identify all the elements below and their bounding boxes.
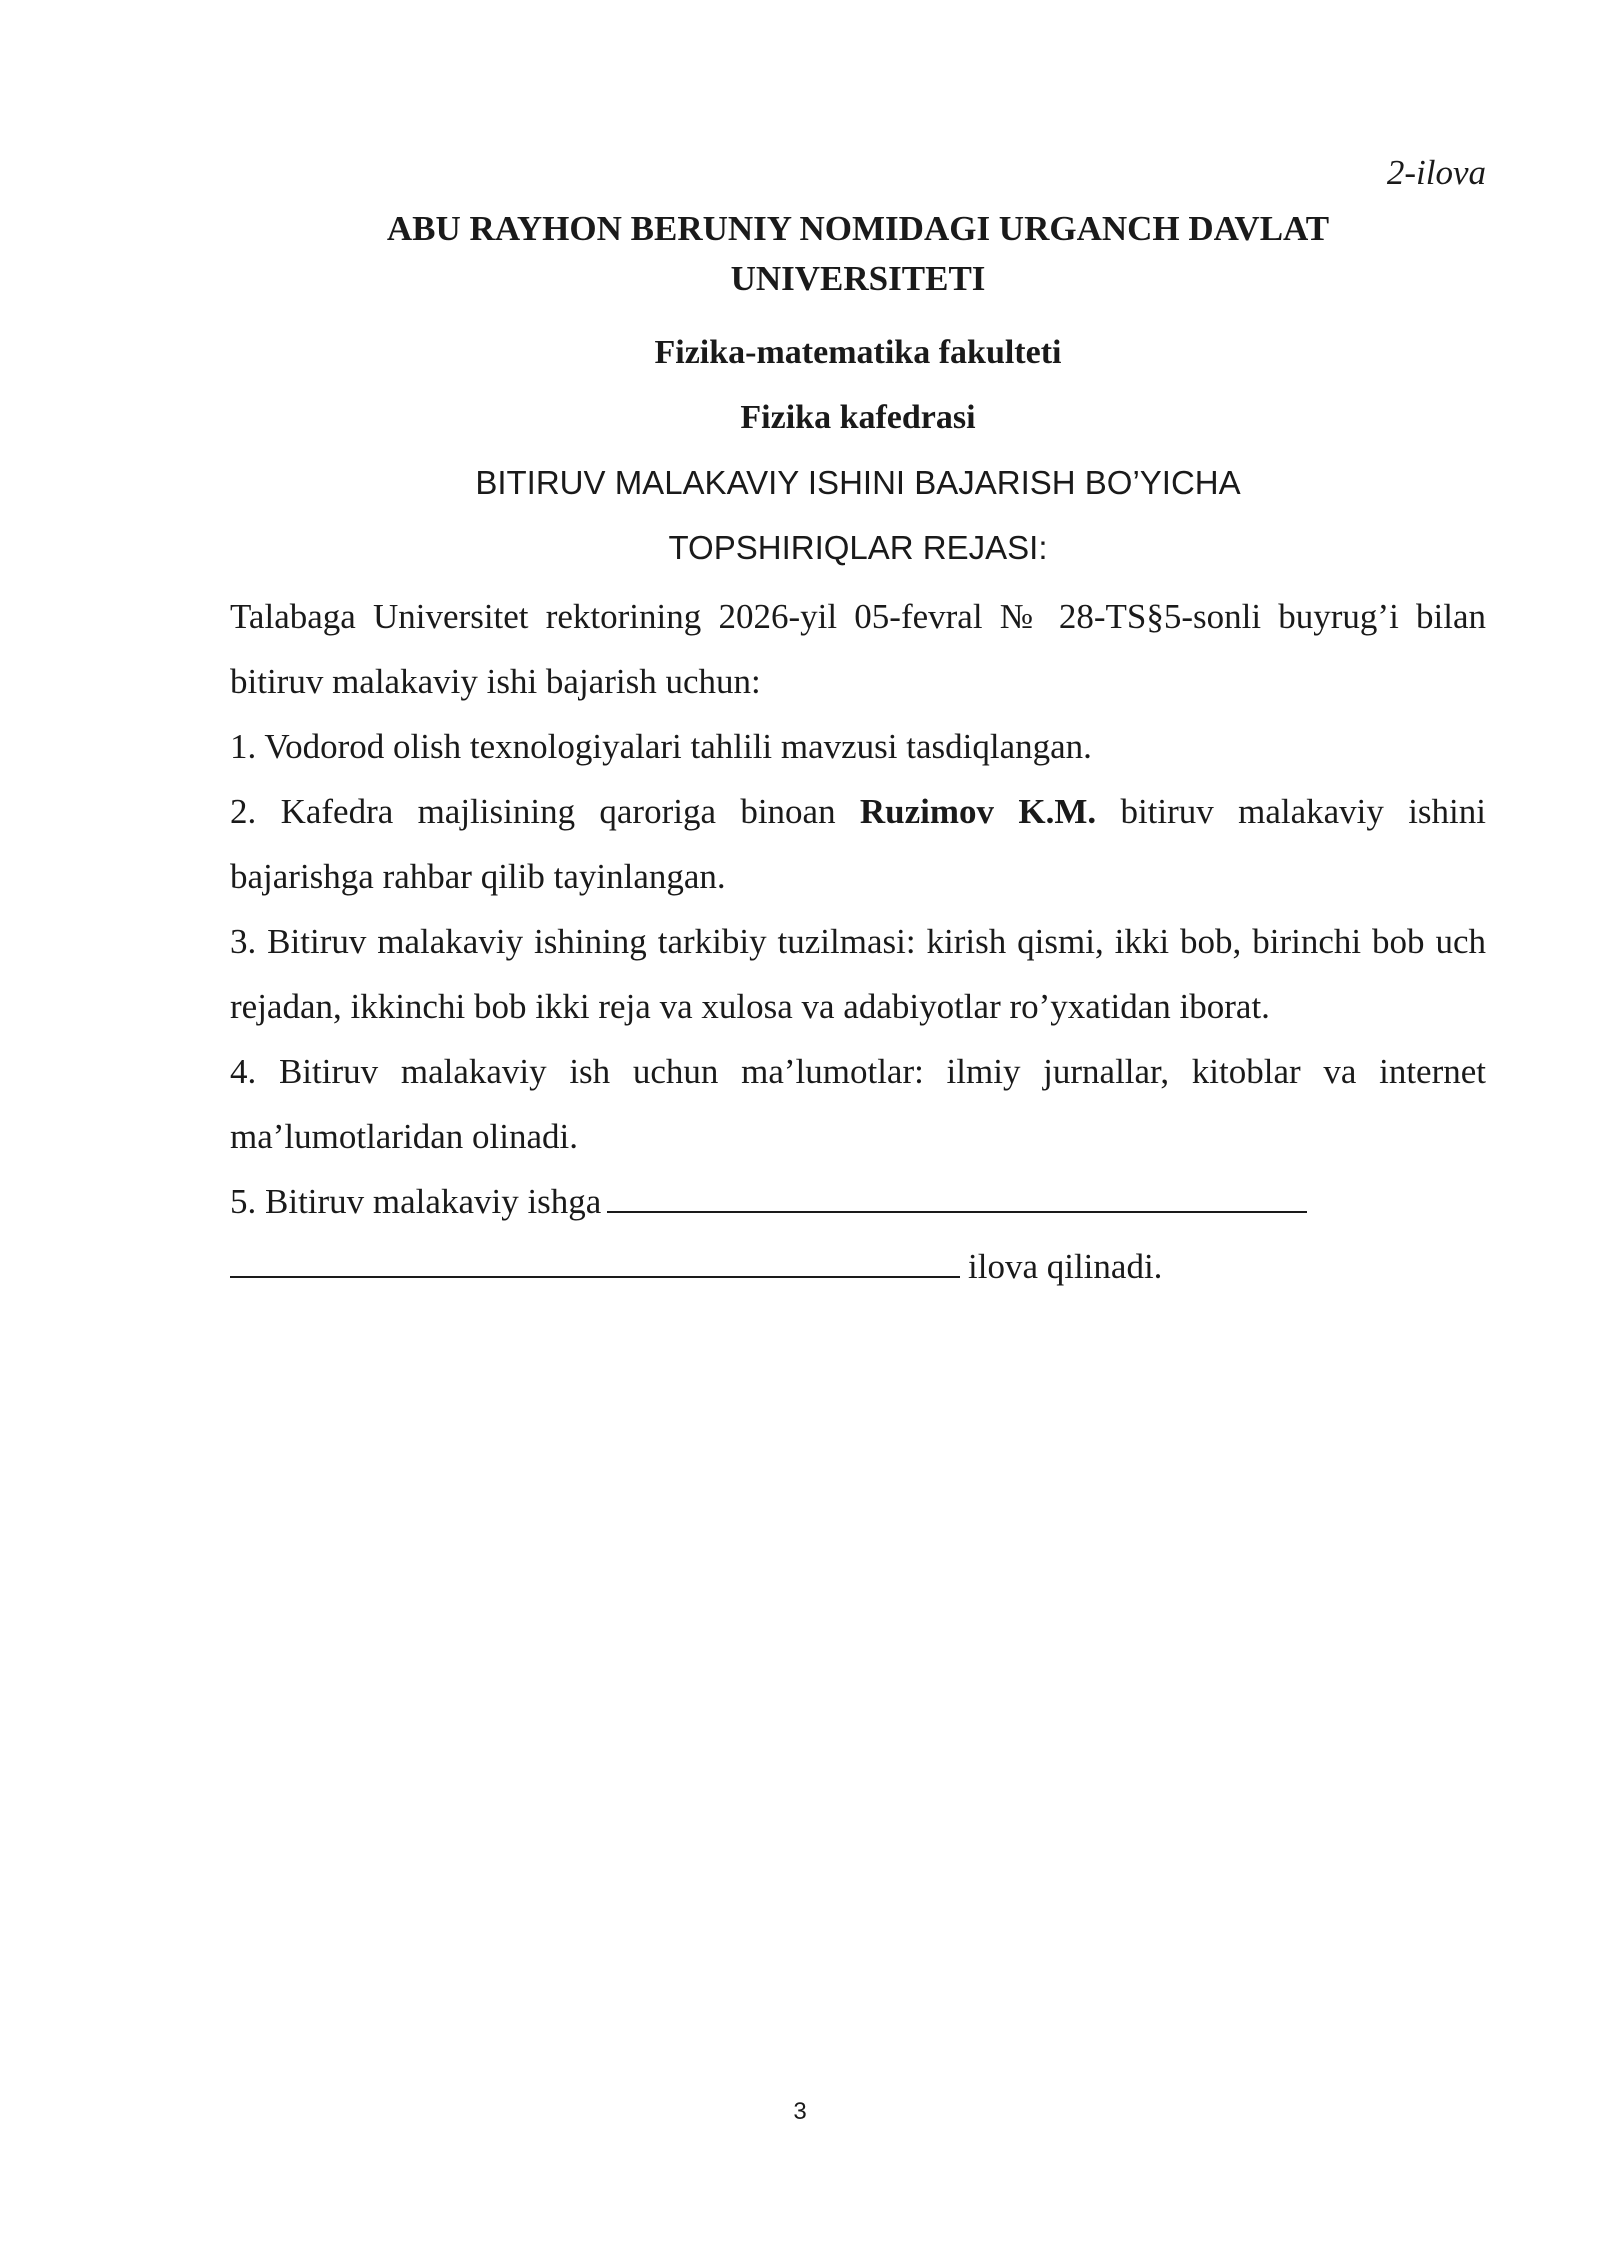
item-4-sources: 4. Bitiruv malakaviy ish uchun ma’lumotlar: ilmiy jurnallar, kitoblar va internet ma’lumotlaridan olinadi. xyxy=(230,1052,1486,1156)
item-2-supervisor xyxy=(230,779,1486,909)
university-name xyxy=(230,204,1486,304)
document-title-line-2: TOPSHIRIQLAR REJASI: xyxy=(668,529,1048,566)
faculty-name: Fizika-matematika fakulteti xyxy=(654,334,1062,371)
item-2-text-after: bitiruv malakaviy ishini bajarishga rahbar qilib tayinlangan. xyxy=(230,792,1486,896)
intro-paragraph: Talabaga Universitet rektorining 2026-yil 05-fevral № 28-TS§5-sonli buyrug’i bilan bitiruv malakaviy ishi bajarish uchun: xyxy=(230,597,1486,701)
document-page xyxy=(230,150,1486,1299)
attachment-blank-line-1 xyxy=(607,1181,1307,1213)
department-name: Fizika kafedrasi xyxy=(740,399,976,436)
item-1-topic: 1. Vodorod olish texnologiyalari tahlili mavzusi tasdiqlangan. xyxy=(230,727,1092,766)
annex-label: 2-ilova xyxy=(1386,153,1486,192)
item-5-text-after: ilova qilinadi. xyxy=(968,1247,1163,1286)
item-5-text-before: 5. Bitiruv malakaviy ishga xyxy=(230,1182,602,1221)
attachment-blank-line-2 xyxy=(230,1246,960,1278)
item-2-text-before: 2. Kafedra majlisining qaroriga binoan xyxy=(230,792,860,831)
item-3-structure: 3. Bitiruv malakaviy ishining tarkibiy tuzilmasi: kirish qismi, ikki bob, birinchi bob uch rejadan, ikkinchi bob ikki reja va xulosa va adabiyotlar ro’yxatidan iborat. xyxy=(230,922,1486,1026)
university-name-line-2: UNIVERSITETI xyxy=(730,259,986,298)
item-5-attachments xyxy=(230,1169,1486,1299)
supervisor-name: Ruzimov K.M. xyxy=(859,792,1097,831)
page-number: 3 xyxy=(793,2098,807,2125)
university-name-line-1: ABU RAYHON BERUNIY NOMIDAGI URGANCH DAVLAT xyxy=(386,209,1330,248)
document-title-line-1: BITIRUV MALAKAVIY ISHINI BAJARISH BO’YICHA xyxy=(475,464,1241,501)
